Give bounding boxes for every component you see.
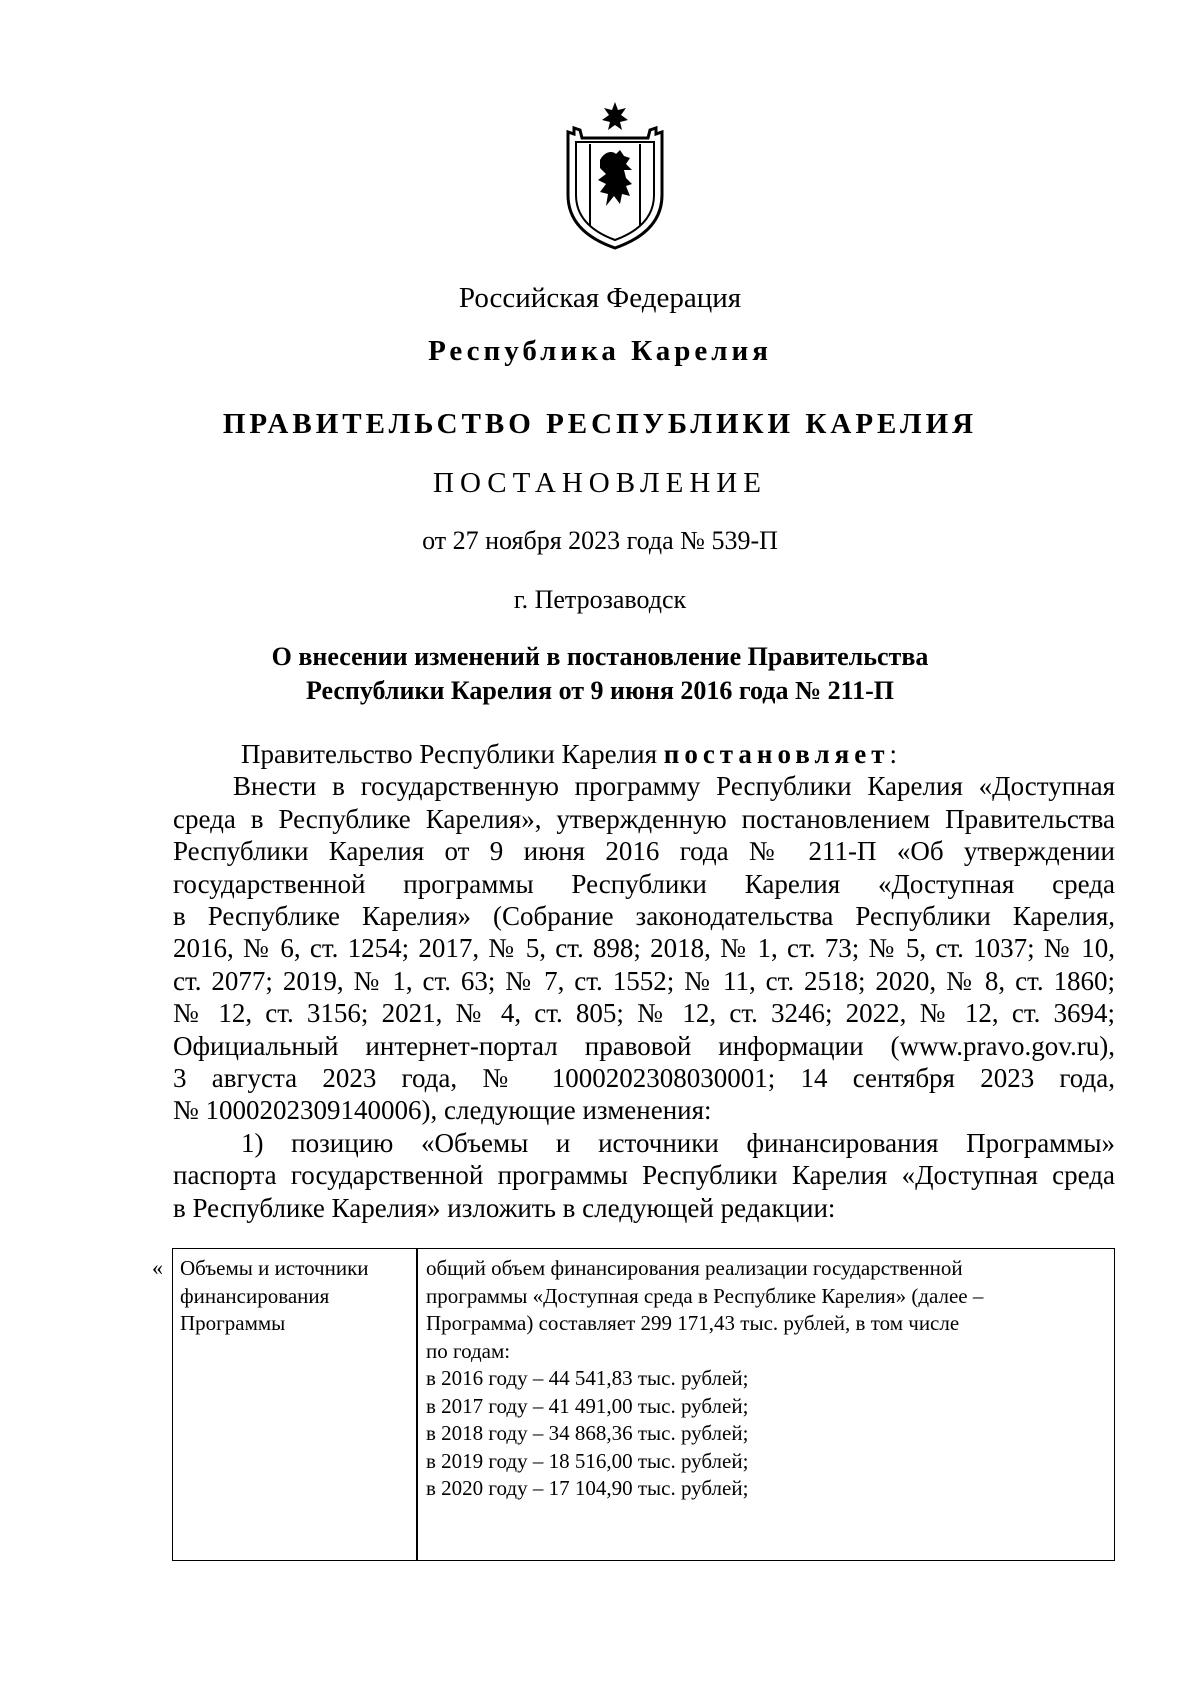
- federation-name: Российская Федерация: [458, 282, 742, 314]
- paragraph-line: Республики Карелия от 9 июня 2016 года № 211-П «Об утверждении: [173, 836, 1115, 867]
- intro-operative-word: постановляет: [663, 739, 890, 769]
- paragraph-2: [173, 1127, 1115, 1224]
- table-value-line: в 2019 году – 18 516,00 тыс. рублей;: [426, 1448, 749, 1473]
- intro-text: Правительство Республики Карелия: [241, 739, 658, 769]
- table-value-line: в 2018 году – 34 868,36 тыс. рублей;: [426, 1421, 749, 1445]
- intro-line: [173, 738, 1115, 770]
- paragraph-line: государственной программы Республики Карелия «Доступная среда: [173, 868, 1115, 899]
- table-cell-value: [426, 1255, 1086, 1503]
- table-value-line: программы «Доступная среда в Республике Карелия» (далее –: [426, 1283, 984, 1308]
- table-column-divider: [416, 1249, 418, 1560]
- intro-colon: :: [889, 739, 898, 769]
- republic-name: Республика Карелия: [428, 335, 772, 367]
- paragraph-line: в Республике Карелия» (Собрание законодательства Республики Карелия,: [173, 901, 1115, 932]
- paragraph-line: ст. 2077; 2019, № 1, ст. 63; № 7, ст. 1552; № 11, ст. 2518; 2020, № 8, ст. 1860;: [173, 965, 1115, 996]
- table-open-quote: «: [152, 1255, 163, 1280]
- table-value-line: Программа) составляет 299 171,43 тыс. рублей, в том числе: [426, 1311, 960, 1335]
- decree-city: г. Петрозаводск: [513, 585, 687, 614]
- paragraph-line: № 12, ст. 3156; 2021, № 4, ст. 805; № 12, ст. 3246; 2022, № 12, ст. 3694;: [173, 998, 1115, 1029]
- table-label-line: Программы: [180, 1311, 286, 1335]
- government-name: ПРАВИТЕЛЬСТВО РЕСПУБЛИКИ КАРЕЛИЯ: [222, 408, 978, 440]
- table-label-line: финансирования: [180, 1283, 330, 1308]
- table-label-line: Объемы и источники: [180, 1256, 369, 1280]
- paragraph-line: Официальный интернет-портал правовой информации (www.pravo.gov.ru),: [173, 1030, 1115, 1061]
- table-cell-label: [180, 1255, 410, 1338]
- paragraph-line: 3 августа 2023 года, № 1000202308030001; 14 сентября 2023 года,: [173, 1063, 1115, 1094]
- table-value-line: по годам:: [426, 1338, 511, 1363]
- decree-body: [173, 738, 1115, 1224]
- table-value-line: в 2020 году – 17 104,90 тыс. рублей;: [426, 1476, 749, 1500]
- table-value-line: в 2017 году – 41 491,00 тыс. рублей;: [426, 1393, 749, 1418]
- paragraph-line: среда в Республике Карелия», утвержденную постановлением Правительства: [173, 803, 1115, 834]
- paragraph-line: № 1000202309140006), следующие изменения:: [173, 1095, 712, 1126]
- decree-title-line: О внесении изменений в постановление Правительства: [271, 642, 929, 671]
- decree-title: [0, 640, 1200, 708]
- paragraph-1: [173, 770, 1115, 1126]
- paragraph-line: 2016, № 6, ст. 1254; 2017, № 5, ст. 898; 2018, № 1, ст. 73; № 5, ст. 1037; № 10,: [173, 933, 1115, 964]
- decree-title-line: Республики Карелия от 9 июня 2016 года № 211-П: [305, 676, 895, 705]
- paragraph-line: 1) позицию «Объемы и источники финансирования Программы»: [241, 1127, 1115, 1158]
- karelia-coat-of-arms: [560, 100, 670, 250]
- table-value-line: общий объем финансирования реализации государственной: [426, 1256, 963, 1280]
- table-value-line: в 2016 году – 44 541,83 тыс. рублей;: [426, 1366, 749, 1390]
- decree-type: ПОСТАНОВЛЕНИЕ: [433, 467, 767, 499]
- paragraph-line: Внести в государственную программу Республики Карелия «Доступная: [233, 771, 1115, 802]
- paragraph-line: паспорта государственной программы Республики Карелия «Доступная среда: [173, 1160, 1115, 1191]
- paragraph-line: в Республике Карелия» изложить в следующей редакции:: [173, 1192, 836, 1223]
- financing-table: [172, 1248, 1115, 1561]
- decree-date-number: от 27 ноября 2023 года № 539-П: [422, 526, 778, 555]
